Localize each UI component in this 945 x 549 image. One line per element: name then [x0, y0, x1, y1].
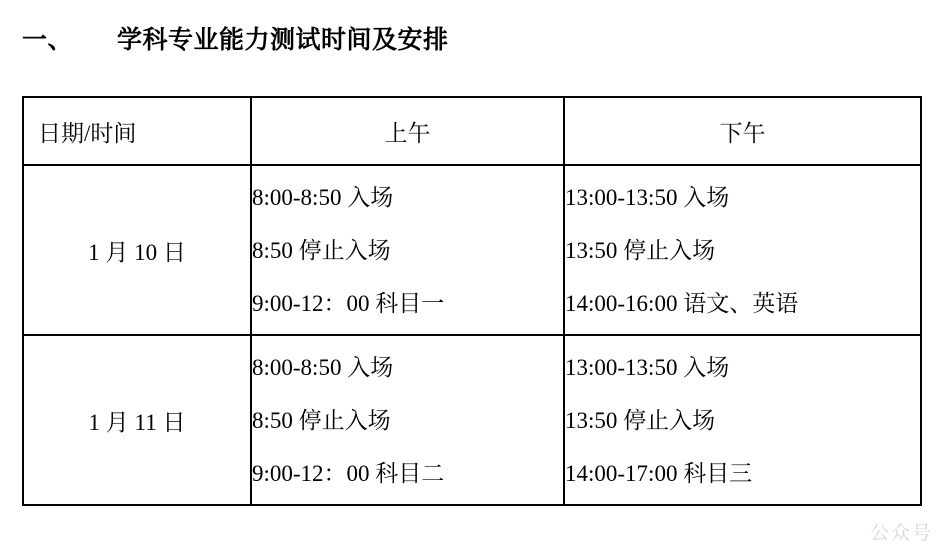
schedule-line: 9:00-12：00 科目一 [252, 290, 445, 316]
table-header-row [23, 97, 921, 165]
schedule-line: 13:50 停止入场 [565, 237, 716, 263]
table-header-label: 上午 [384, 120, 431, 146]
table-cell-afternoon [564, 165, 921, 335]
table-row [23, 335, 921, 505]
table-cell-morning [251, 165, 564, 335]
table-row [23, 165, 921, 335]
schedule-line: 8:00-8:50 入场 [252, 184, 394, 210]
table-header-cell-afternoon [564, 97, 921, 165]
table-header-cell-morning [251, 97, 564, 165]
schedule-table-wrapper [22, 96, 920, 506]
schedule-line: 14:00-17:00 科目三 [565, 460, 753, 486]
table-cell-afternoon [564, 335, 921, 505]
table-cell-date: 1 月 11 日 [23, 335, 251, 505]
watermark-text: 公众号 [869, 523, 933, 544]
table-cell-date: 1 月 10 日 [23, 165, 251, 335]
schedule-line: 13:00-13:50 入场 [565, 354, 730, 380]
schedule-line: 8:50 停止入场 [252, 407, 391, 433]
table-header-label: 日期/时间 [38, 120, 137, 146]
table-cell-morning [251, 335, 564, 505]
schedule-line: 13:50 停止入场 [565, 407, 716, 433]
table-header-cell-date [23, 97, 251, 165]
schedule-line: 8:50 停止入场 [252, 237, 391, 263]
section-heading-number: 一、 [22, 27, 74, 54]
section-heading-text: 学科专业能力测试时间及安排 [117, 27, 449, 54]
table-header-label: 下午 [719, 120, 766, 146]
schedule-table [22, 96, 922, 506]
section-heading [22, 20, 449, 56]
schedule-line: 8:00-8:50 入场 [252, 354, 394, 380]
schedule-line: 9:00-12：00 科目二 [252, 460, 445, 486]
schedule-line: 14:00-16:00 语文、英语 [565, 290, 799, 316]
schedule-line: 13:00-13:50 入场 [565, 184, 730, 210]
